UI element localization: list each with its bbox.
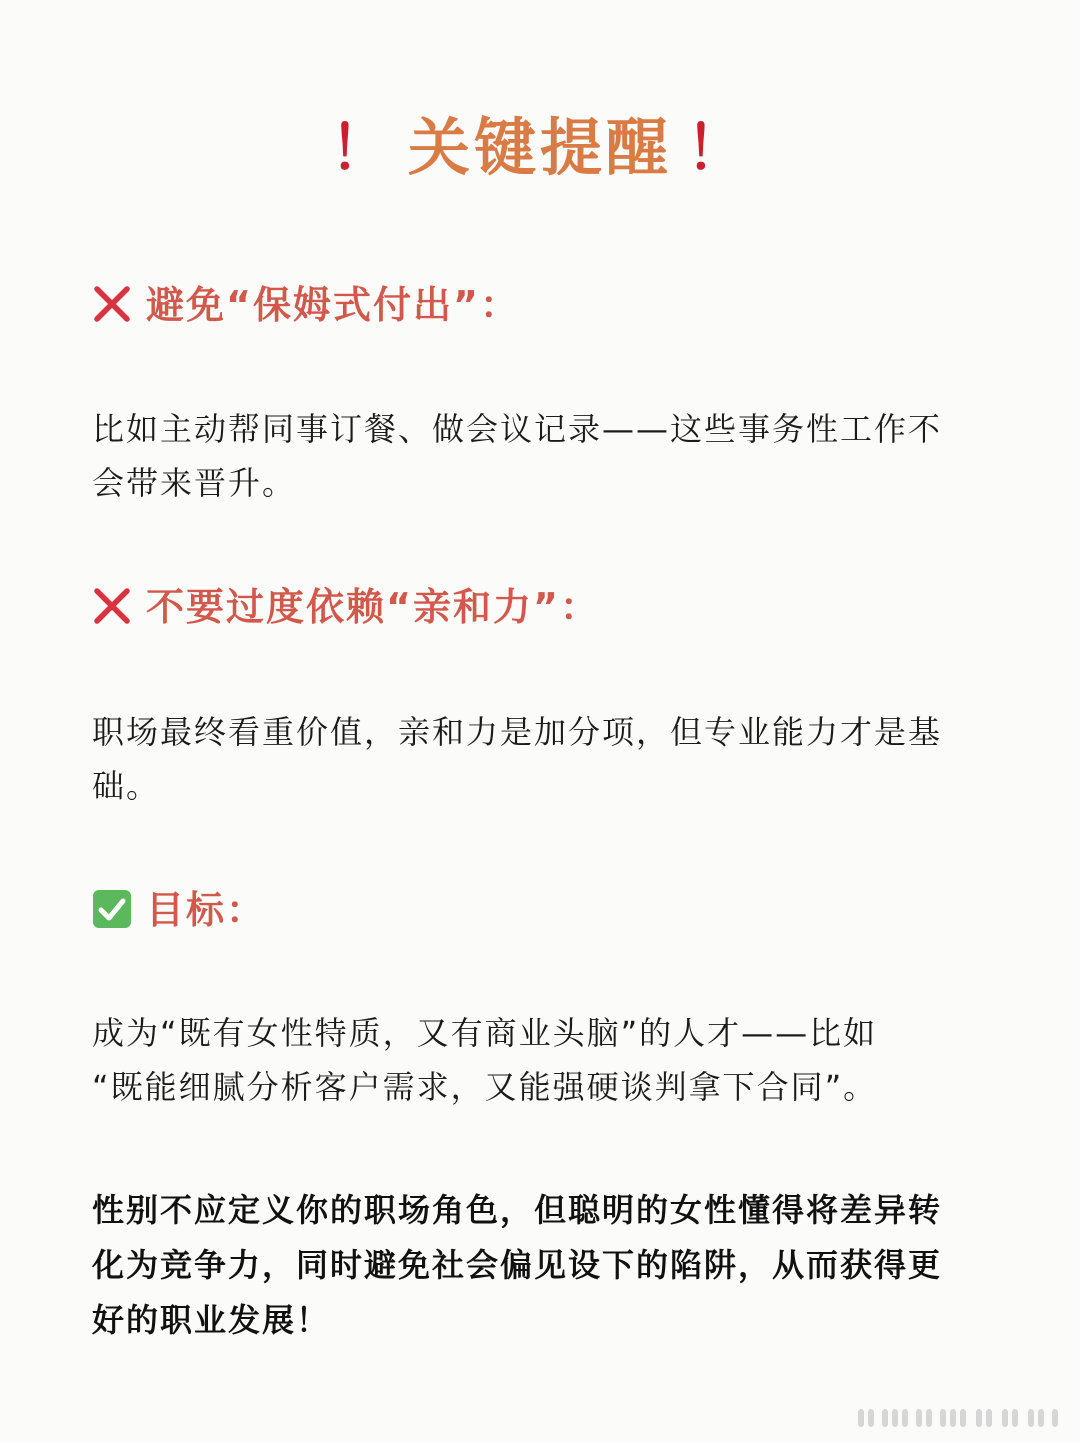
section-heading-3 bbox=[92, 885, 266, 935]
text-line: 比如主动帮同事订餐、做会议记录——这些事务性工作不 bbox=[92, 410, 943, 448]
page-title bbox=[0, 108, 1080, 189]
text-line: 性别不应定义你的职场角色，但聪明的女性懂得将差异转 bbox=[92, 1191, 943, 1229]
section-heading-text: 不要过度依赖“亲和力”： bbox=[146, 585, 600, 629]
page-title-text: 关键提醒 bbox=[407, 111, 672, 184]
text-line: “既能细腻分析客户需求，又能强硬谈判拿下合同”。 bbox=[92, 1068, 878, 1106]
text-line: 成为“既有女性特质，又有商业头脑”的人才——比如 bbox=[92, 1014, 878, 1052]
text-line: 会带来晋升。 bbox=[92, 464, 297, 502]
section-body-1 bbox=[92, 402, 972, 510]
text-line: 好的职业发展！ bbox=[92, 1301, 331, 1339]
exclamation-mark-icon: ！ bbox=[329, 114, 394, 184]
conclusion-paragraph bbox=[92, 1183, 992, 1348]
section-heading-2 bbox=[92, 582, 600, 632]
section-heading-text: 避免“保姆式付出”： bbox=[146, 283, 520, 327]
text-line: 化为竞争力，同时避免社会偏见设下的陷阱，从而获得更 bbox=[92, 1246, 943, 1284]
watermark bbox=[856, 1405, 1066, 1431]
section-body-3 bbox=[92, 1006, 972, 1114]
section-heading-text: 目标： bbox=[146, 888, 267, 932]
text-line: 职场最终看重价值，亲和力是加分项，但专业能力才是基 bbox=[92, 713, 943, 751]
section-body-2 bbox=[92, 705, 972, 813]
check-mark-icon bbox=[92, 889, 132, 929]
cross-mark-icon bbox=[92, 284, 132, 324]
exclamation-mark-icon: ！ bbox=[686, 114, 750, 184]
text-line: 础。 bbox=[92, 767, 161, 805]
section-heading-1 bbox=[92, 280, 520, 330]
cross-mark-icon bbox=[92, 586, 132, 626]
